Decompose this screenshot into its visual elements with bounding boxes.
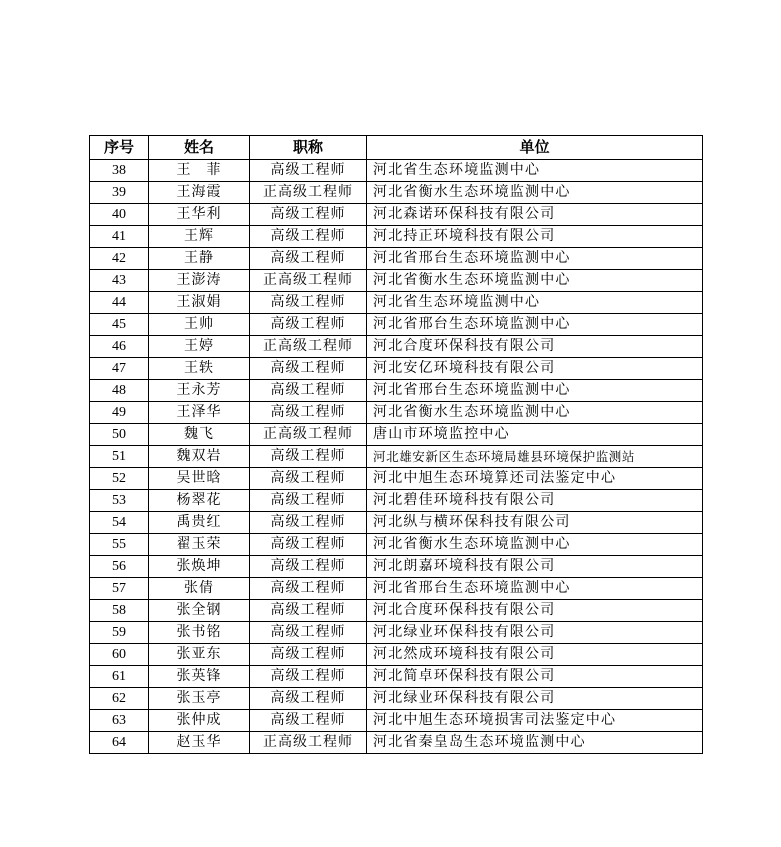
serial-number-cell: 61 xyxy=(90,666,149,688)
name-cell: 魏双岩 xyxy=(149,446,250,468)
serial-number-cell: 49 xyxy=(90,402,149,424)
unit-cell: 河北中旭生态环境算还司法鉴定中心 xyxy=(367,468,703,490)
unit-cell: 河北合度环保科技有限公司 xyxy=(367,600,703,622)
unit-cell: 河北雄安新区生态环境局雄县环境保护监测站 xyxy=(367,446,703,468)
table-row xyxy=(90,226,703,248)
table-header xyxy=(90,136,703,160)
table-body xyxy=(90,160,703,754)
name-cell: 张全钢 xyxy=(149,600,250,622)
unit-cell: 河北省邢台生态环境监测中心 xyxy=(367,578,703,600)
table-row xyxy=(90,688,703,710)
unit-cell: 河北绿业环保科技有限公司 xyxy=(367,688,703,710)
title-cell: 高级工程师 xyxy=(250,710,367,732)
serial-number-cell: 39 xyxy=(90,182,149,204)
unit-cell: 河北森诺环保科技有限公司 xyxy=(367,204,703,226)
name-cell: 魏飞 xyxy=(149,424,250,446)
name-cell: 王 菲 xyxy=(149,160,250,182)
serial-number-cell: 53 xyxy=(90,490,149,512)
table-row xyxy=(90,644,703,666)
name-cell: 王华利 xyxy=(149,204,250,226)
header-unit: 单位 xyxy=(367,136,703,160)
name-cell: 王永芳 xyxy=(149,380,250,402)
serial-number-cell: 50 xyxy=(90,424,149,446)
table-row xyxy=(90,402,703,424)
unit-cell: 河北省秦皇岛生态环境监测中心 xyxy=(367,732,703,754)
title-cell: 正高级工程师 xyxy=(250,182,367,204)
table-row xyxy=(90,248,703,270)
name-cell: 翟玉荣 xyxy=(149,534,250,556)
name-cell: 杨翠花 xyxy=(149,490,250,512)
unit-cell: 河北省生态环境监测中心 xyxy=(367,160,703,182)
name-cell: 禹贵红 xyxy=(149,512,250,534)
title-cell: 高级工程师 xyxy=(250,556,367,578)
unit-cell: 河北朗嘉环境科技有限公司 xyxy=(367,556,703,578)
table-row xyxy=(90,710,703,732)
table-row xyxy=(90,314,703,336)
name-cell: 王淑娟 xyxy=(149,292,250,314)
name-cell: 张书铭 xyxy=(149,622,250,644)
serial-number-cell: 60 xyxy=(90,644,149,666)
table-row xyxy=(90,732,703,754)
serial-number-cell: 45 xyxy=(90,314,149,336)
table-row xyxy=(90,292,703,314)
serial-number-cell: 40 xyxy=(90,204,149,226)
name-cell: 张仲成 xyxy=(149,710,250,732)
unit-cell: 河北合度环保科技有限公司 xyxy=(367,336,703,358)
name-cell: 张焕坤 xyxy=(149,556,250,578)
header-name: 姓名 xyxy=(149,136,250,160)
title-cell: 高级工程师 xyxy=(250,534,367,556)
name-cell: 王澎涛 xyxy=(149,270,250,292)
personnel-table xyxy=(89,135,703,754)
name-cell: 张英锋 xyxy=(149,666,250,688)
unit-cell: 河北安亿环境科技有限公司 xyxy=(367,358,703,380)
table-row xyxy=(90,270,703,292)
name-cell: 张亚东 xyxy=(149,644,250,666)
table-row xyxy=(90,622,703,644)
table-row xyxy=(90,336,703,358)
table-row xyxy=(90,468,703,490)
name-cell: 王帅 xyxy=(149,314,250,336)
serial-number-cell: 57 xyxy=(90,578,149,600)
serial-number-cell: 48 xyxy=(90,380,149,402)
unit-cell: 河北省衡水生态环境监测中心 xyxy=(367,402,703,424)
title-cell: 高级工程师 xyxy=(250,666,367,688)
serial-number-cell: 62 xyxy=(90,688,149,710)
title-cell: 高级工程师 xyxy=(250,512,367,534)
title-cell: 高级工程师 xyxy=(250,446,367,468)
title-cell: 高级工程师 xyxy=(250,314,367,336)
unit-cell: 河北省衡水生态环境监测中心 xyxy=(367,534,703,556)
serial-number-cell: 38 xyxy=(90,160,149,182)
table-row xyxy=(90,358,703,380)
unit-cell: 河北然成环境科技有限公司 xyxy=(367,644,703,666)
name-cell: 赵玉华 xyxy=(149,732,250,754)
serial-number-cell: 64 xyxy=(90,732,149,754)
serial-number-cell: 56 xyxy=(90,556,149,578)
title-cell: 高级工程师 xyxy=(250,402,367,424)
name-cell: 王婷 xyxy=(149,336,250,358)
serial-number-cell: 54 xyxy=(90,512,149,534)
unit-cell: 唐山市环境监控中心 xyxy=(367,424,703,446)
title-cell: 正高级工程师 xyxy=(250,270,367,292)
serial-number-cell: 59 xyxy=(90,622,149,644)
title-cell: 正高级工程师 xyxy=(250,424,367,446)
serial-number-cell: 51 xyxy=(90,446,149,468)
title-cell: 高级工程师 xyxy=(250,600,367,622)
table-row xyxy=(90,160,703,182)
unit-cell: 河北绿业环保科技有限公司 xyxy=(367,622,703,644)
unit-cell: 河北省邢台生态环境监测中心 xyxy=(367,314,703,336)
title-cell: 高级工程师 xyxy=(250,226,367,248)
serial-number-cell: 44 xyxy=(90,292,149,314)
name-cell: 王静 xyxy=(149,248,250,270)
title-cell: 高级工程师 xyxy=(250,380,367,402)
unit-cell: 河北省生态环境监测中心 xyxy=(367,292,703,314)
title-cell: 高级工程师 xyxy=(250,578,367,600)
serial-number-cell: 42 xyxy=(90,248,149,270)
serial-number-cell: 58 xyxy=(90,600,149,622)
serial-number-cell: 46 xyxy=(90,336,149,358)
table-row xyxy=(90,446,703,468)
unit-cell: 河北省衡水生态环境监测中心 xyxy=(367,270,703,292)
personnel-table-container xyxy=(89,135,702,754)
serial-number-cell: 47 xyxy=(90,358,149,380)
serial-number-cell: 52 xyxy=(90,468,149,490)
name-cell: 王泽华 xyxy=(149,402,250,424)
table-row xyxy=(90,490,703,512)
title-cell: 高级工程师 xyxy=(250,490,367,512)
title-cell: 高级工程师 xyxy=(250,622,367,644)
serial-number-cell: 55 xyxy=(90,534,149,556)
table-row xyxy=(90,380,703,402)
table-row xyxy=(90,424,703,446)
title-cell: 高级工程师 xyxy=(250,292,367,314)
title-cell: 高级工程师 xyxy=(250,644,367,666)
unit-cell: 河北中旭生态环境损害司法鉴定中心 xyxy=(367,710,703,732)
table-row xyxy=(90,204,703,226)
name-cell: 吴世晗 xyxy=(149,468,250,490)
title-cell: 高级工程师 xyxy=(250,358,367,380)
table-header-row xyxy=(90,136,703,160)
title-cell: 高级工程师 xyxy=(250,688,367,710)
unit-cell: 河北碧佳环境科技有限公司 xyxy=(367,490,703,512)
title-cell: 正高级工程师 xyxy=(250,732,367,754)
name-cell: 王海霞 xyxy=(149,182,250,204)
table-row xyxy=(90,512,703,534)
title-cell: 高级工程师 xyxy=(250,468,367,490)
name-cell: 张玉亭 xyxy=(149,688,250,710)
serial-number-cell: 41 xyxy=(90,226,149,248)
unit-cell: 河北省邢台生态环境监测中心 xyxy=(367,380,703,402)
table-row xyxy=(90,182,703,204)
table-row xyxy=(90,556,703,578)
title-cell: 高级工程师 xyxy=(250,204,367,226)
serial-number-cell: 63 xyxy=(90,710,149,732)
unit-cell: 河北持正环境科技有限公司 xyxy=(367,226,703,248)
name-cell: 王轶 xyxy=(149,358,250,380)
name-cell: 王辉 xyxy=(149,226,250,248)
title-cell: 高级工程师 xyxy=(250,160,367,182)
unit-cell: 河北省邢台生态环境监测中心 xyxy=(367,248,703,270)
serial-number-cell: 43 xyxy=(90,270,149,292)
unit-cell: 河北纵与横环保科技有限公司 xyxy=(367,512,703,534)
header-title: 职称 xyxy=(250,136,367,160)
name-cell: 张倩 xyxy=(149,578,250,600)
table-row xyxy=(90,666,703,688)
table-row xyxy=(90,534,703,556)
table-row xyxy=(90,600,703,622)
unit-cell: 河北省衡水生态环境监测中心 xyxy=(367,182,703,204)
header-serial-number: 序号 xyxy=(90,136,149,160)
table-row xyxy=(90,578,703,600)
title-cell: 正高级工程师 xyxy=(250,336,367,358)
title-cell: 高级工程师 xyxy=(250,248,367,270)
unit-cell: 河北简卓环保科技有限公司 xyxy=(367,666,703,688)
